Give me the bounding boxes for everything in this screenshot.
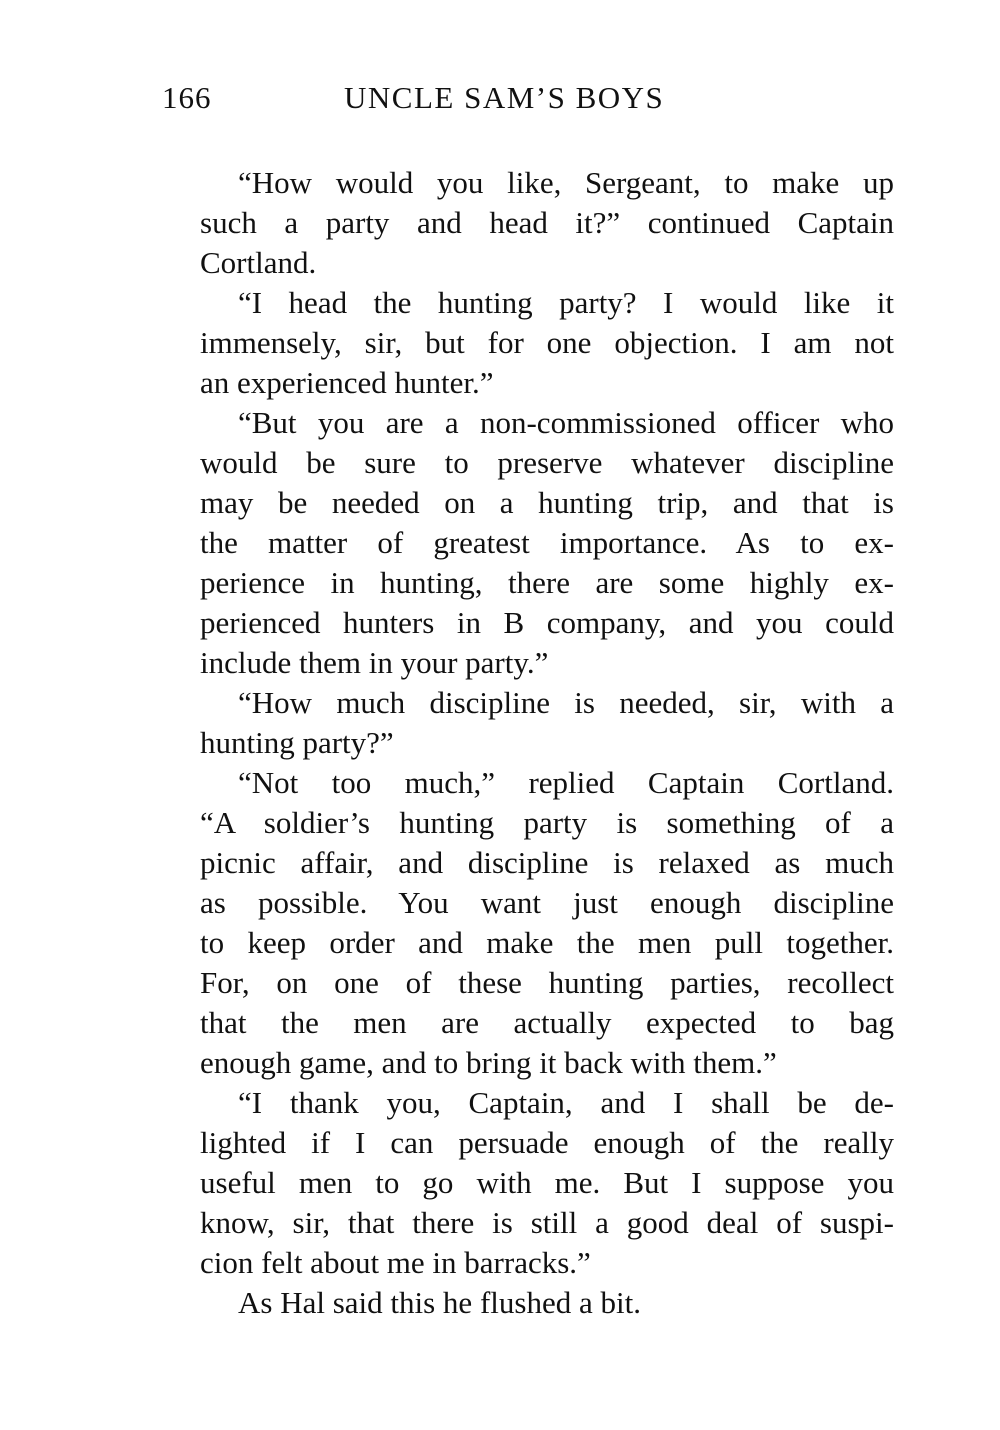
text-line: an experienced hunter.” [200,365,494,400]
paragraph [162,163,894,283]
text-line: “How would you like, Sergeant, to make up [238,165,894,200]
text-line: know, sir, that there is still a good deal of suspi- [200,1205,894,1240]
page-number: 166 [162,80,212,115]
text-line: lighted if I can persuade enough of the really [200,1125,894,1160]
text-line: cion felt about me in barracks.” [200,1245,591,1280]
body-text [162,163,894,1323]
text-line: picnic affair, and discipline is relaxed as much [200,845,894,880]
running-title: UNCLE SAM’S BOYS [344,80,665,115]
text-line: would be sure to preserve whatever discipline [200,445,894,480]
text-line: the matter of greatest importance. As to ex- [200,525,894,560]
paragraph [162,683,894,763]
text-line: to keep order and make the men pull together. [200,925,894,960]
text-line: For, on one of these hunting parties, recollect [200,965,894,1000]
text-line: “But you are a non-commissioned officer who [238,405,894,440]
text-line: As Hal said this he flushed a bit. [238,1285,641,1320]
text-line: perience in hunting, there are some highly ex- [200,565,894,600]
text-line: such a party and head it?” continued Captain [200,205,894,240]
text-line: “A soldier’s hunting party is something of a [200,805,894,840]
text-line: immensely, sir, but for one objection. I am not [200,325,894,360]
text-line: Cortland. [200,245,317,280]
paragraph [162,283,894,403]
paragraph [162,1283,894,1323]
text-line: may be needed on a hunting trip, and that is [200,485,894,520]
text-line: useful men to go with me. But I suppose you [200,1165,894,1200]
paragraph [162,1083,894,1283]
paragraph [162,403,894,683]
text-line: “How much discipline is needed, sir, with a [238,685,894,720]
text-line: perienced hunters in B company, and you could [200,605,894,640]
text-line: “Not too much,” replied Captain Cortland. [238,765,894,800]
text-line: hunting party?” [200,725,394,760]
text-line: include them in your party.” [200,645,549,680]
text-line: as possible. You want just enough discipline [200,885,894,920]
text-line: “I head the hunting party? I would like it [238,285,894,320]
text-line: enough game, and to bring it back with them.” [200,1045,777,1080]
text-line: that the men are actually expected to bag [200,1005,894,1040]
text-line: “I thank you, Captain, and I shall be de- [238,1085,894,1120]
paragraph [162,763,894,1083]
running-head [162,76,898,120]
